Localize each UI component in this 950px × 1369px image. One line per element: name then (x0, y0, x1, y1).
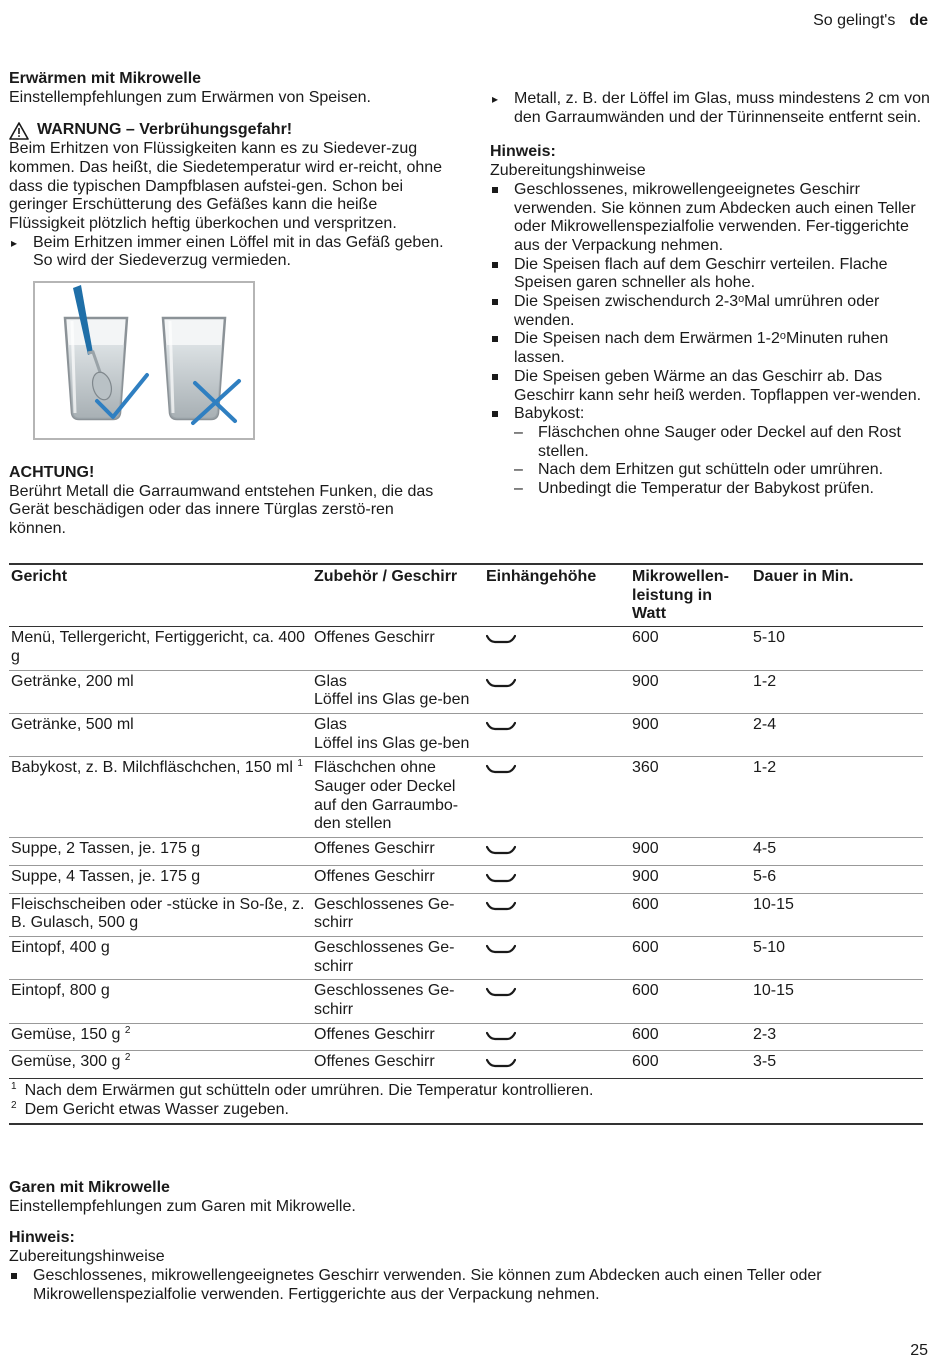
note-bullet: Die Speisen zwischendurch 2-3ᵒMal umrühren oder wenden. (490, 293, 930, 330)
babykost-list (490, 424, 930, 499)
floor-level-icon (486, 986, 516, 998)
cell-level (484, 713, 630, 756)
dish-name: Suppe, 2 Tassen, je. 175 g (11, 840, 201, 858)
cell-dish (9, 1051, 312, 1079)
bottom-bullet: Geschlossenes, mikrowellengeeignetes Geschirr verwenden. Sie können zum Abdecken auch einen Teller oder Mikrowellenspezialfolie verwenden. Fertiggerichte aus der Verpackung nehmen. (9, 1267, 929, 1304)
cell-dish (9, 627, 312, 670)
header-language: de (909, 12, 928, 29)
dish-name: Babykost, z. B. Milchfläschchen, 150 ml (11, 759, 293, 777)
cell-time: 3-5 (753, 1053, 777, 1071)
caution-block (9, 464, 454, 539)
bottom-note-subtitle: Zubereitungshinweise (9, 1248, 165, 1266)
cell-watt: 600 (630, 936, 751, 979)
cell-accessory: Glas Löffel ins Glas ge-ben (312, 670, 484, 713)
bottom-section (9, 1179, 929, 1304)
dish-name: Getränke, 500 ml (11, 715, 134, 733)
cell-time: 5-10 (751, 627, 923, 670)
cell-dish (9, 838, 312, 866)
glass-spoon-image (35, 283, 253, 438)
floor-level-icon (486, 1057, 516, 1069)
floor-level-icon (486, 633, 516, 645)
header-level: Einhängehöhe (484, 564, 630, 627)
cell-level (484, 838, 630, 866)
cell-watt: 900 (630, 713, 751, 756)
cell-level (484, 893, 630, 936)
caution-text: Berührt Metall die Garraumwand entstehen Funken, die das Gerät beschädigen oder das innere Türglas zerstö-ren können. (9, 482, 434, 538)
babykost-label: Babykost: (514, 405, 585, 423)
note-bullet: Die Speisen geben Wärme an das Geschirr ab. Das Geschirr kann sehr heiß werden. Topflappen ver-wenden. (490, 368, 930, 405)
dish-name: Suppe, 4 Tassen, je. 175 g (11, 867, 201, 885)
floor-level-icon (486, 844, 516, 856)
floor-level-icon (486, 1030, 516, 1042)
dish-name: Fleischscheiben oder -stücke in So-ße, z. B. Gulasch, 500 g (11, 895, 305, 932)
note-bullet: Die Speisen nach dem Erwärmen 1-2ᵒMinuten ruhen lassen. (490, 330, 930, 367)
glass-spoon-illustration (33, 281, 255, 440)
cell-level (484, 865, 630, 893)
cell-accessory: Offenes Geschirr (312, 627, 484, 670)
table-row (9, 893, 923, 936)
footnotes-row (9, 1079, 923, 1124)
cell-level (484, 980, 630, 1023)
floor-level-icon (486, 720, 516, 732)
cell-accessory: Offenes Geschirr (314, 1053, 435, 1071)
note-bullet: Die Speisen flach auf dem Geschirr verteilen. Flache Speisen garen schneller als hohe. (490, 256, 930, 293)
cell-accessory: Geschlossenes Ge-schirr (312, 980, 484, 1023)
dish-name: Getränke, 200 ml (11, 672, 134, 690)
cell-time: 1-2 (751, 670, 923, 713)
cell-level (484, 627, 630, 670)
babykost-item: – Unbedingt die Temperatur der Babykost prüfen. (490, 480, 930, 499)
cell-time: 5-6 (751, 865, 923, 893)
footnote-ref: 2 (124, 1024, 131, 1036)
cell-time: 2-4 (751, 713, 923, 756)
floor-level-icon (486, 943, 516, 955)
warning-action: ▸ Beim Erhitzen immer einen Löffel mit in das Gefäß geben. So wird der Siedeverzug vermieden. (9, 234, 454, 271)
cell-time: 1-2 (751, 757, 923, 838)
page-header (813, 12, 928, 31)
warning-triangle-icon (9, 122, 29, 140)
cell-accessory: Fläschchen ohne Sauger oder Deckel auf den Garraumbo-den stellen (312, 757, 484, 838)
dish-name: Gemüse, 150 g (11, 1025, 121, 1043)
cell-watt: 900 (630, 670, 751, 713)
cell-level (484, 1051, 630, 1079)
cell-level (484, 1023, 630, 1051)
header-watt: Mikrowellen-leistung in Watt (630, 564, 751, 627)
note-bullet: Geschlossenes, mikrowellengeeignetes Geschirr verwenden. Sie können zum Abdecken auch einen Teller oder Mikrowellenspezialfolie verwenden. Fer-tiggerichte aus der Verpackung nehmen. (490, 181, 930, 256)
right-column (490, 90, 930, 499)
warning-text: Beim Erhitzen von Flüssigkeiten kann es zu Siedever-zug kommen. Das heißt, die Siedetemperatur wird er-reicht, ohne dass die typischen Dampfblasen aufstei-gen. Schon bei geringer Erschütterung des Gefäßes kann die heiße Flüssigkeit plötzlich heftig überkochen und verspritzen. (9, 140, 443, 232)
cell-accessory: Offenes Geschirr (312, 1023, 484, 1051)
note-subtitle: Zubereitungshinweise (490, 162, 646, 180)
cell-time: 5-10 (751, 936, 923, 979)
bottom-intro: Einstellempfehlungen zum Garen mit Mikrowelle. (9, 1197, 356, 1215)
cell-watt: 900 (630, 838, 751, 866)
page-number: 25 (910, 1342, 928, 1360)
note-title: Hinweis: (490, 143, 556, 161)
dish-name: Eintopf, 400 g (11, 938, 110, 956)
cell-time: 4-5 (751, 838, 923, 866)
footnotes-cell (9, 1079, 923, 1124)
note-bullet-babykost (490, 405, 930, 424)
dish-name: Eintopf, 800 g (11, 982, 110, 1000)
table-row (9, 713, 923, 756)
table-header-row (9, 564, 923, 627)
table-row (9, 627, 923, 670)
table-row (9, 757, 923, 838)
cell-watt: 360 (630, 757, 751, 838)
bottom-bullets (9, 1267, 929, 1304)
cell-dish (9, 980, 312, 1023)
babykost-item: – Fläschchen ohne Sauger oder Deckel auf den Rost stellen. (490, 424, 930, 461)
table-row (9, 936, 923, 979)
cell-level (484, 670, 630, 713)
table-row (9, 838, 923, 866)
babykost-item: – Nach dem Erhitzen gut schütteln oder umrühren. (490, 461, 930, 480)
bottom-title: Garen mit Mikrowelle (9, 1179, 170, 1196)
warning-heading (9, 121, 454, 140)
floor-level-icon (486, 677, 516, 689)
table-row (9, 1023, 923, 1051)
warning-actions (9, 234, 454, 271)
footnote-text: Dem Gericht etwas Wasser zugeben. (24, 1100, 289, 1118)
cell-watt: 600 (630, 1023, 751, 1051)
table-row (9, 865, 923, 893)
cell-dish (9, 713, 312, 756)
table-body (9, 627, 923, 1124)
dish-name: Gemüse, 300 g (11, 1053, 121, 1071)
cell-time: 2-3 (751, 1023, 923, 1051)
floor-level-icon (486, 763, 516, 775)
header-accessory: Zubehör / Geschirr (312, 564, 484, 627)
caution-actions (490, 90, 930, 127)
footnote (11, 1101, 921, 1120)
cell-accessory: Glas Löffel ins Glas ge-ben (312, 713, 484, 756)
cell-dish (9, 893, 312, 936)
settings-table (9, 563, 923, 1125)
cell-watt: 600 (630, 627, 751, 670)
caution-action: ▸ Metall, z. B. der Löffel im Glas, muss mindestens 2 cm von den Garraumwänden und der Türinnenseite entfernt sein. (490, 90, 930, 127)
cell-accessory: Geschlossenes Ge-schirr (312, 936, 484, 979)
floor-level-icon (486, 872, 516, 884)
table-row (9, 1051, 923, 1079)
footnote-mark: 2 (11, 1099, 17, 1111)
table-row (9, 980, 923, 1023)
cell-accessory: Geschlossenes Ge-schirr (312, 893, 484, 936)
cell-watt: 600 (632, 1053, 659, 1071)
cell-level (484, 936, 630, 979)
section-title: Erwärmen mit Mikrowelle (9, 70, 202, 87)
note-bullets (490, 181, 930, 424)
cell-level (484, 757, 630, 838)
cell-dish (9, 670, 312, 713)
section-intro: Einstellempfehlungen zum Erwärmen von Speisen. (9, 88, 371, 106)
footnote-text: Nach dem Erwärmen gut schütteln oder umrühren. Die Temperatur kontrollieren. (24, 1082, 594, 1100)
table-row (9, 670, 923, 713)
header-dish: Gericht (9, 564, 312, 627)
cell-watt: 900 (630, 865, 751, 893)
cell-watt: 600 (630, 980, 751, 1023)
header-section: So gelingt's (813, 12, 896, 29)
footnote (11, 1082, 921, 1101)
cell-watt: 600 (630, 893, 751, 936)
caution-title: ACHTUNG! (9, 464, 95, 482)
bottom-note-title: Hinweis: (9, 1229, 75, 1247)
left-column (9, 70, 454, 539)
footnote-ref: 2 (124, 1052, 131, 1064)
warning-title: WARNUNG – Verbrühungsgefahr! (37, 121, 293, 139)
footnote-ref: 1 (297, 758, 303, 770)
cell-dish (9, 865, 312, 893)
dish-name: Menü, Tellergericht, Fertiggericht, ca. 400 g (11, 629, 306, 665)
header-time: Dauer in Min. (751, 564, 923, 627)
cell-time: 10-15 (751, 893, 923, 936)
footnote-mark: 1 (11, 1081, 17, 1093)
cell-dish (9, 1023, 312, 1051)
cell-dish (9, 936, 312, 979)
cell-time: 10-15 (751, 980, 923, 1023)
cell-accessory: Offenes Geschirr (312, 838, 484, 866)
floor-level-icon (486, 900, 516, 912)
cell-dish (9, 757, 312, 838)
cell-accessory: Offenes Geschirr (312, 865, 484, 893)
